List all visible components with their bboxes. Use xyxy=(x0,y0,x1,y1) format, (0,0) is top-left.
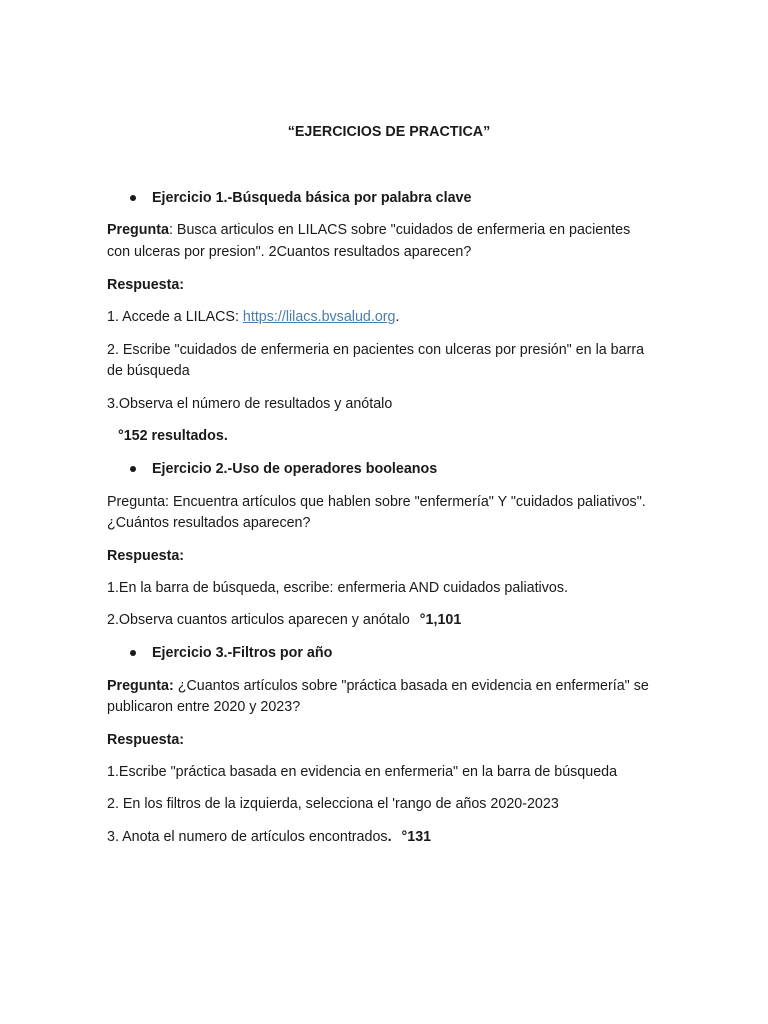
question-text: : Busca articulos en LILACS sobre "cuidados de enfermeria en pacientes xyxy=(168,222,631,238)
exercise-3-step-1: 1.Escribe "práctica basada en evidencia en enfermeria" en la barra de búsqueda xyxy=(107,764,618,780)
exercise-1-step-2-line-2: de búsqueda xyxy=(107,363,190,379)
exercise-2-answer-label: Respuesta: xyxy=(107,548,185,564)
step-text: 1. Accede a LILACS: xyxy=(107,309,243,325)
exercise-3-heading: Ejercicio 3.-Filtros por año xyxy=(152,645,333,661)
exercise-2-heading: Ejercicio 2.-Uso de operadores booleanos xyxy=(152,461,438,477)
exercise-1-heading: Ejercicio 1.-Búsqueda básica por palabra clave xyxy=(152,190,472,206)
step-text: 3. Anota el numero de artículos encontrados xyxy=(107,829,388,845)
exercise-1-answer-label: Respuesta: xyxy=(107,277,185,293)
lilacs-link[interactable]: https://lilacs.bvsalud.org xyxy=(242,309,396,325)
exercise-3-answer-label: Respuesta: xyxy=(107,732,185,748)
exercise-2-question-line-2: ¿Cuántos resultados aparecen? xyxy=(107,515,311,531)
exercise-1-result: °152 resultados. xyxy=(118,428,228,444)
question-label: Pregunta: xyxy=(107,678,174,694)
exercise-2-result: °1,101 xyxy=(419,612,462,628)
step-dot: . xyxy=(387,829,392,845)
exercise-1-question-line-2: con ulceras por presion". 2Cuantos resultados aparecen? xyxy=(107,244,472,260)
exercise-3-result: °131 xyxy=(401,829,432,845)
step-text: 2.Observa cuantos articulos aparecen y anótalo xyxy=(107,612,410,628)
exercise-3-question-line-2: publicaron entre 2020 y 2023? xyxy=(107,699,301,715)
exercise-1-step-3: 3.Observa el número de resultados y anótalo xyxy=(107,396,393,412)
exercise-3-step-2: 2. En los filtros de la izquierda, selecciona el 'rango de años 2020-2023 xyxy=(107,796,559,812)
exercise-3-step-3 xyxy=(107,826,667,848)
step-suffix: . xyxy=(395,309,400,325)
question-label: Pregunta xyxy=(107,222,169,238)
bullet-icon xyxy=(130,458,138,480)
exercise-1-question-line-1 xyxy=(107,219,667,241)
exercise-1-step-1 xyxy=(107,306,667,328)
bullet-icon xyxy=(130,642,138,664)
question-text: ¿Cuantos artículos sobre "práctica basada en evidencia en enfermería" se xyxy=(173,678,649,694)
exercise-2-question-line-1: Pregunta: Encuentra artículos que hablen sobre "enfermería" Y "cuidados paliativos". xyxy=(107,494,646,510)
bullet-icon xyxy=(130,187,138,209)
exercise-3-question-line-1 xyxy=(107,675,667,697)
exercise-2-step-2 xyxy=(107,609,667,631)
page-title: “EJERCICIOS DE PRACTICA” xyxy=(287,124,491,140)
exercise-2-step-1: 1.En la barra de búsqueda, escribe: enfermeria AND cuidados paliativos. xyxy=(107,580,568,596)
exercise-1-step-2-line-1: 2. Escribe "cuidados de enfermeria en pacientes con ulceras por presión" en la barra xyxy=(107,342,645,358)
